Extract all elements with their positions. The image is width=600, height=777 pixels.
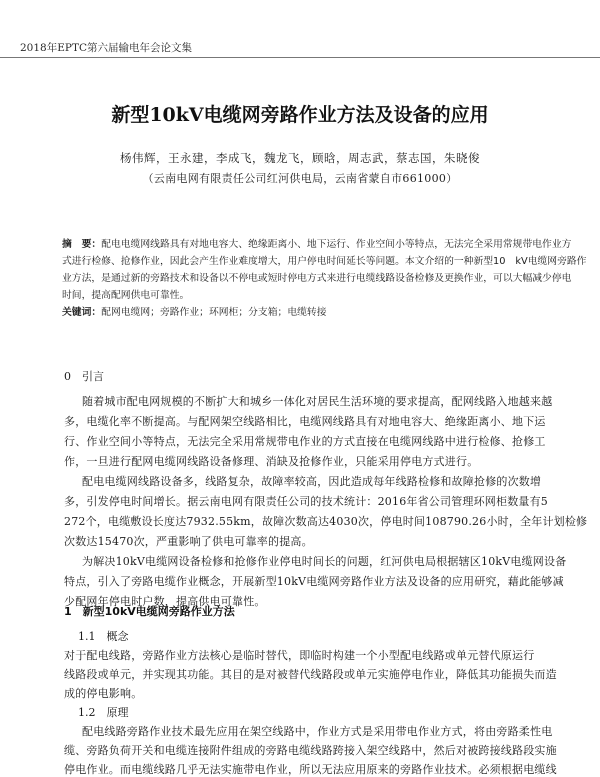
- paragraph-line: 配电线路旁路作业技术最先应用在架空线路中，作业方式是采用带电作业方式，将由旁路柔性电: [82, 725, 553, 738]
- section-1-heading: 1 新型10kV电缆网旁路作业方法: [64, 605, 235, 618]
- paragraph-line: 停电作业。而电缆线路几乎无法实施带电作业，所以无法应用原来的旁路作业技术。必须根据电缆线: [64, 763, 557, 776]
- paragraph-line: 特点，引入了旁路电缆作业概念，开展新型10kV电缆网旁路作业方法及设备的应用研究，藉此能够减: [64, 575, 564, 588]
- paragraph-line: 作，一旦进行配网电缆网线路设备修理、消缺及抢修作业，只能采用停电方式进行。: [64, 455, 479, 468]
- paragraph-line: 为解决10kV电缆网设备检修和抢修作业停电时间长的问题，红河供电局根据辖区10kV电缆网设备: [82, 555, 567, 568]
- paragraph-line: 次数达15470次，严重影响了供电可靠率的提高。: [64, 535, 313, 548]
- paragraph-line: 线路段或单元，并实现其功能。其目的是对被替代线路段或单元实施停电作业，降低其功能损失而造: [64, 668, 557, 681]
- subsection-1-2-heading: 1.2 原理: [78, 706, 129, 719]
- paragraph-line: 行、作业空间小等特点，无法完全采用常规带电作业的方式直接在电缆网线路中进行检修、抢修工: [64, 435, 546, 448]
- paper-affiliation: （云南电网有限责任公司红河供电局，云南省蒙自市661000）: [142, 172, 458, 185]
- paragraph-line: 随着城市配电网规模的不断扩大和城乡一体化对居民生活环境的要求提高，配网线路入地越来越: [82, 395, 553, 408]
- header-divider: [0, 57, 600, 58]
- paragraph-line: 少配网年停电时户数，提高供电可靠性。: [64, 595, 266, 608]
- paragraph-line: 多，电缆化率不断提高。与配网架空线路相比，电缆网线路具有对地电容大、绝缘距离小、地下运: [64, 415, 546, 428]
- running-header: 2018年EPTC第六届输电年会论文集: [20, 42, 192, 54]
- keywords-label: 关键词：: [62, 307, 102, 318]
- paragraph-line: 配电电缆网线路设备多，线路复杂，故障率较高，因此造成每年线路检修和故障抢修的次数增: [82, 475, 542, 488]
- abstract-label: 摘 要：: [62, 239, 102, 250]
- subsection-1-1-heading: 1.1 概念: [78, 630, 129, 643]
- keywords-line: [62, 304, 327, 318]
- abstract-line-2: 式进行检修、抢修作业，因此会产生作业难度增大，用户停电时间延长等问题。本文介绍的一种新型10 kV电缆网旁路作: [62, 256, 587, 267]
- paragraph-line: 多，引发停电时间增长。据云南电网有限责任公司的技术统计：2016年省公司管理环网柜数量有5: [64, 495, 548, 508]
- abstract-line-4: 时间，提高配网供电可靠性。: [62, 290, 190, 301]
- abstract-line-1: [62, 236, 571, 250]
- section-0-heading: 0 引言: [64, 370, 104, 383]
- paragraph-line: 成的停电影响。: [64, 687, 143, 700]
- paragraph-line: 对于配电线路，旁路作业方法核心是临时替代，即临时构建一个小型配电线路或单元替代原运行: [64, 649, 535, 662]
- paragraph-line: 272个，电缆敷设长度达7932.55km，故障次数高达4030次，停电时间108790.26小时，全年计划检修: [64, 515, 588, 528]
- paper-title: 新型10kV电缆网旁路作业方法及设备的应用: [111, 104, 489, 126]
- abstract-text: 配电电缆网线路具有对地电容大、绝缘距离小、地下运行、作业空间小等特点，无法完全采用常规带电作业方: [101, 239, 572, 250]
- paper-authors: 杨伟辉，王永建，李成飞，魏龙飞，顾晗，周志武，蔡志国，朱晓俊: [120, 151, 480, 165]
- paragraph-line: 缆、旁路负荷开关和电缆连接附件组成的旁路电缆线路跨接入架空线路中，然后对被跨接线路段实施: [64, 744, 557, 757]
- abstract-line-3: 业方法，是通过新的旁路技术和设备以不停电或短时停电方式来进行电缆线路设备检修及更换作业，可以大幅减少停电: [62, 273, 572, 284]
- keywords-text: 配网电缆网；旁路作业；环网柜；分支箱；电缆转接: [101, 307, 327, 318]
